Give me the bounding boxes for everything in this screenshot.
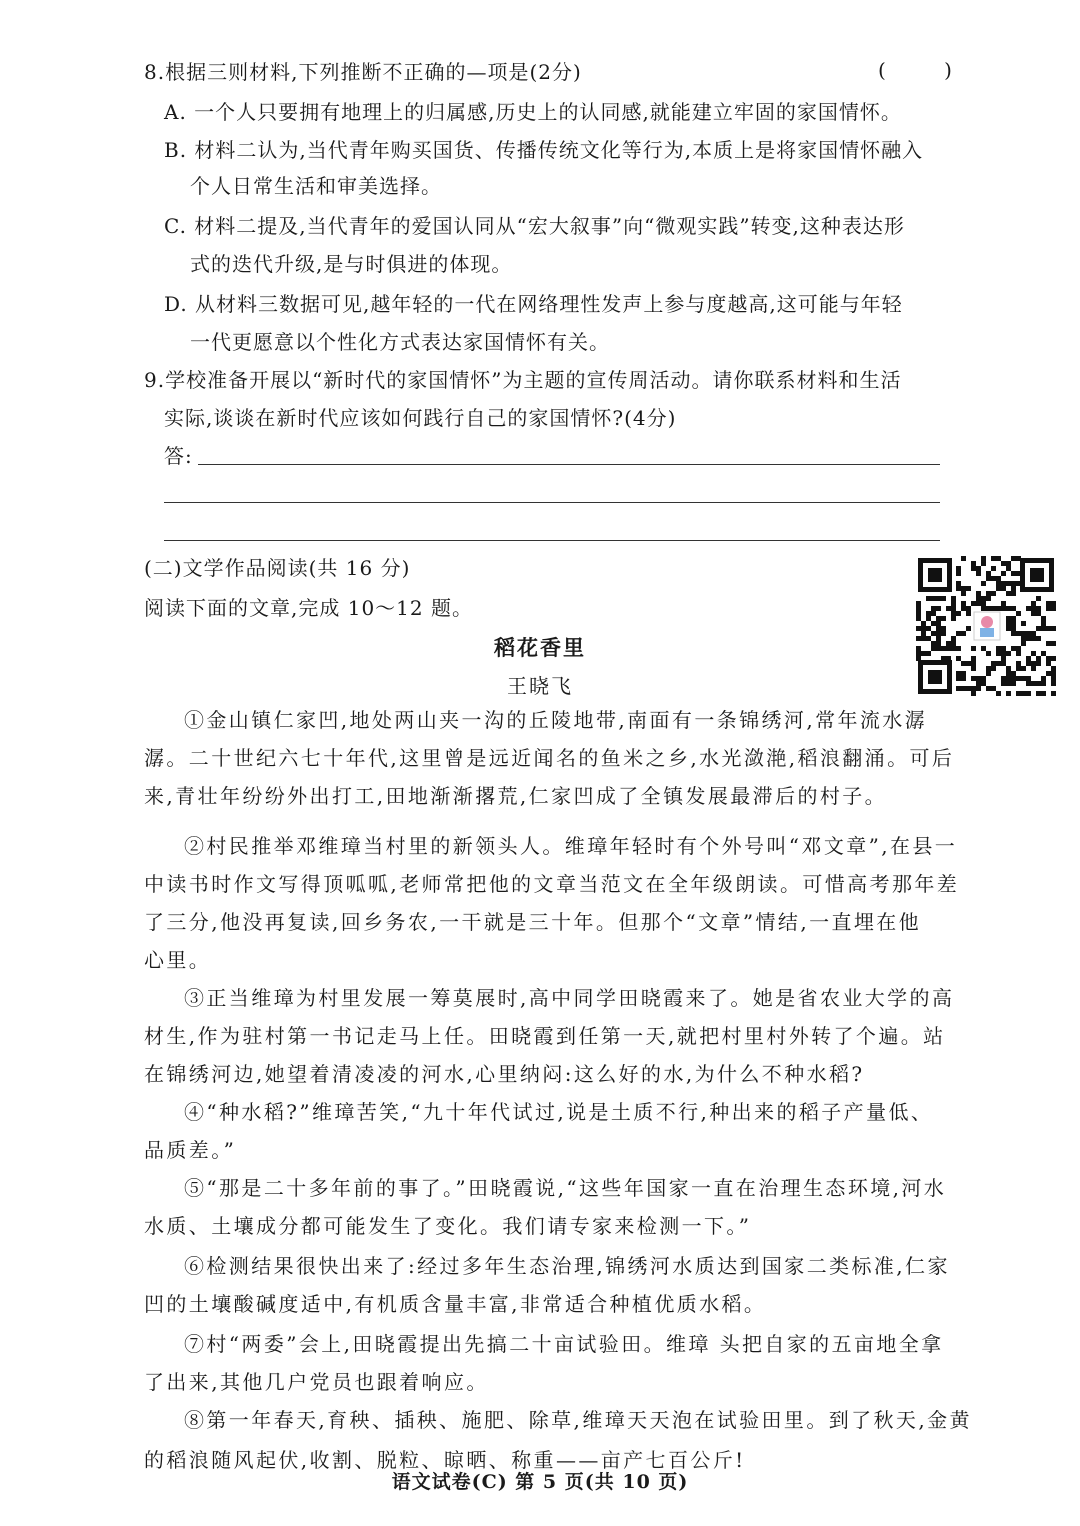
article-line: 中读书时作文写得顶呱呱,老师常把他的文章当范文在全年级朗读。可惜高考那年差: [144, 872, 960, 896]
article-line: ③正当维璋为村里发展一筹莫展时,高中同学田晓霞来了。她是省农业大学的高: [184, 986, 955, 1010]
article-title: 稻花香里: [494, 635, 586, 660]
article-line: 了出来,其他几户党员也跟着响应。: [144, 1370, 489, 1394]
article-line: ⑦村“两委”会上,田晓霞提出先搞二十亩试验田。维璋 头把自家的五亩地全拿: [184, 1332, 944, 1356]
article-line: 凹的土壤酸碱度适中,有机质含量丰富,非常适合种植优质水稻。: [144, 1292, 767, 1316]
article-line: ①金山镇仁家凹,地处两山夹一沟的丘陵地带,南面有一条锦绣河,常年流水潺: [184, 708, 928, 732]
article-line: ④“种水稻?”维璋苦笑,“九十年代试过,说是土质不行,种出来的稻子产量低、: [184, 1100, 934, 1124]
page-footer: 语文试卷(C) 第 5 页(共 10 页): [391, 1471, 689, 1493]
option-a: A. 一个人只要拥有地理上的归属感,历史上的认同感,就能建立牢固的家国情怀。: [164, 100, 902, 124]
option-b-line-1: B. 材料二认为,当代青年购买国货、传播传统文化等行为,本质上是将家国情怀融入: [164, 138, 924, 162]
option-b-line-2: 个人日常生活和审美选择。: [190, 174, 442, 198]
section-instruction: 阅读下面的文章,完成 10～12 题。: [144, 596, 473, 620]
option-c-line-2: 式的迭代升级,是与时俱进的体现。: [190, 252, 513, 276]
answer-line-1[interactable]: [198, 464, 940, 465]
answer-parentheses: ( ): [878, 58, 978, 82]
article-line: 来,青壮年纷纷外出打工,田地渐渐撂荒,仁家凹成了全镇发展最滞后的村子。: [144, 784, 888, 808]
article-line: 了三分,他没再复读,回乡务农,一干就是三十年。但那个“文章”情结,一直埋在他: [144, 910, 922, 934]
question-9-line-2: 实际,谈谈在新时代应该如何践行自己的家国情怀?(4分): [164, 406, 677, 430]
option-d-line-1: D. 从材料三数据可见,越年轻的一代在网络理性发声上参与度越高,这可能与年轻: [164, 292, 903, 316]
article-line: ⑤“那是二十多年前的事了。”田晓霞说,“这些年国家一直在治理生态环境,河水: [184, 1176, 947, 1200]
article-author: 王晓飞: [507, 674, 573, 698]
option-c-line-1: C. 材料二提及,当代青年的爱国认同从“宏大叙事”向“微观实践”转变,这种表达形: [164, 214, 905, 238]
article-line: 潺。二十世纪六七十年代,这里曾是远近闻名的鱼米之乡,水光潋滟,稻浪翻涌。可后: [144, 746, 955, 770]
article-line: 心里。: [144, 948, 212, 972]
section-heading: (二)文学作品阅读(共 16 分): [144, 556, 411, 580]
article-line: 水质、土壤成分都可能发生了变化。我们请专家来检测一下。”: [144, 1214, 752, 1238]
answer-line-3[interactable]: [164, 540, 940, 541]
answer-line-2[interactable]: [164, 502, 940, 503]
article-line: 的稻浪随风起伏,收割、脱粒、晾晒、称重——亩产七百公斤!: [144, 1448, 746, 1472]
article-line: 在锦绣河边,她望着清凌凌的河水,心里纳闷:这么好的水,为什么不种水稻?: [144, 1062, 865, 1086]
question-9-line-1: 9.学校准备开展以“新时代的家国情怀”为主题的宣传周活动。请你联系材料和生活: [144, 368, 902, 392]
option-d-line-2: 一代更愿意以个性化方式表达家国情怀有关。: [190, 330, 610, 354]
article-line: ②村民推举邓维璋当村里的新领头人。维璋年轻时有个外号叫“邓文章”,在县一: [184, 834, 958, 858]
article-line: 材生,作为驻村第一书记走马上任。田晓霞到任第一天,就把村里村外转了个遍。站: [144, 1024, 946, 1048]
question-8-stem: 8.根据三则材料,下列推断不正确的—项是(2分): [144, 60, 582, 84]
answer-label: 答:: [164, 444, 193, 468]
article-line: ⑥检测结果很快出来了:经过多年生态治理,锦绣河水质达到国家二类标准,仁家: [184, 1254, 950, 1278]
article-line: 品质差。”: [144, 1138, 237, 1162]
article-line: ⑧第一年春天,育秧、插秧、施肥、除草,维璋天天泡在试验田里。到了秋天,金黄: [184, 1408, 972, 1432]
